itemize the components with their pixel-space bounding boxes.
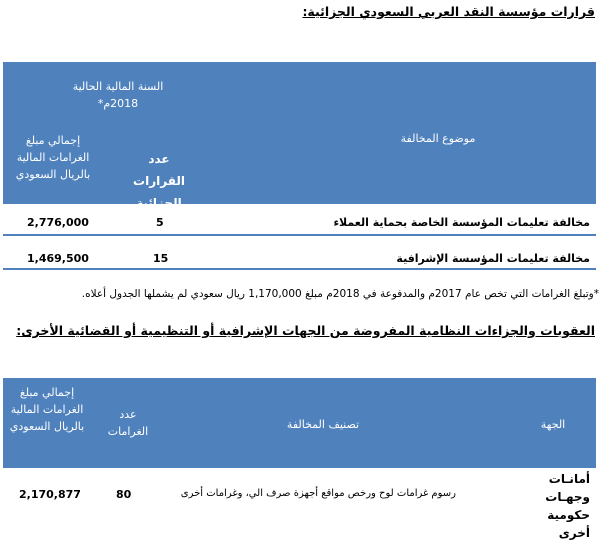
section1-heading: قرارات مؤسسة النقد العربي السعودي الجزائية: (302, 4, 595, 19)
violation-subject: مخالفة تعليمات المؤسسة الخاصة بحماية العملاء (333, 216, 590, 229)
decisions-count: 15 (153, 252, 169, 265)
footnote: *وتبلغ الغرامات التي تخص عام 2017م والمدفوعة في 2018م مبلغ 1,170,000 ريال سعودي لم يشملها الجدول أعلاه. (81, 288, 599, 300)
violation-subject-header: موضوع المخالفة (400, 132, 476, 145)
classification-header: تصنيف المخالفة (286, 418, 360, 431)
entity-header: الجهة (540, 418, 566, 431)
fines-count: 80 (116, 488, 132, 501)
table2-header (3, 378, 596, 468)
decisions-count-header: عدد القرارات الجزائية (133, 152, 185, 210)
table1-row (3, 204, 596, 236)
fine-amount: 2,776,000 (27, 216, 89, 229)
violation-subject: مخالفة تعليمات المؤسسة الإشرافية (396, 252, 590, 265)
table2-row (3, 468, 596, 540)
entity-name: أمانـات وجهـات حكومية أخرى (545, 472, 590, 540)
table1-header (3, 62, 596, 210)
total-fines-header: إجمالي مبلغ الغرامات المالية بالريال السعودي (15, 134, 91, 181)
violation-classification: رسوم غرامات لوح ورخص مواقع أجهزة صرف الي، وغرامات أخرى (180, 488, 456, 499)
fiscal-year-header: السنة المالية الحالية 2018م* (72, 80, 164, 110)
section2-heading: العقوبات والجزاءات النظامية المفروضة من الجهات الإشرافية أو التنظيمية أو القضائية الأخرى: (16, 323, 595, 338)
fines-count-header: عدد الغرامات (107, 408, 149, 438)
decisions-count: 5 (156, 216, 164, 229)
fine-amount: 2,170,877 (19, 488, 81, 501)
fine-amount: 1,469,500 (27, 252, 89, 265)
total-fines-header: إجمالي مبلغ الغرامات المالية بالريال السعودي (9, 386, 85, 433)
table1-row (3, 236, 596, 270)
